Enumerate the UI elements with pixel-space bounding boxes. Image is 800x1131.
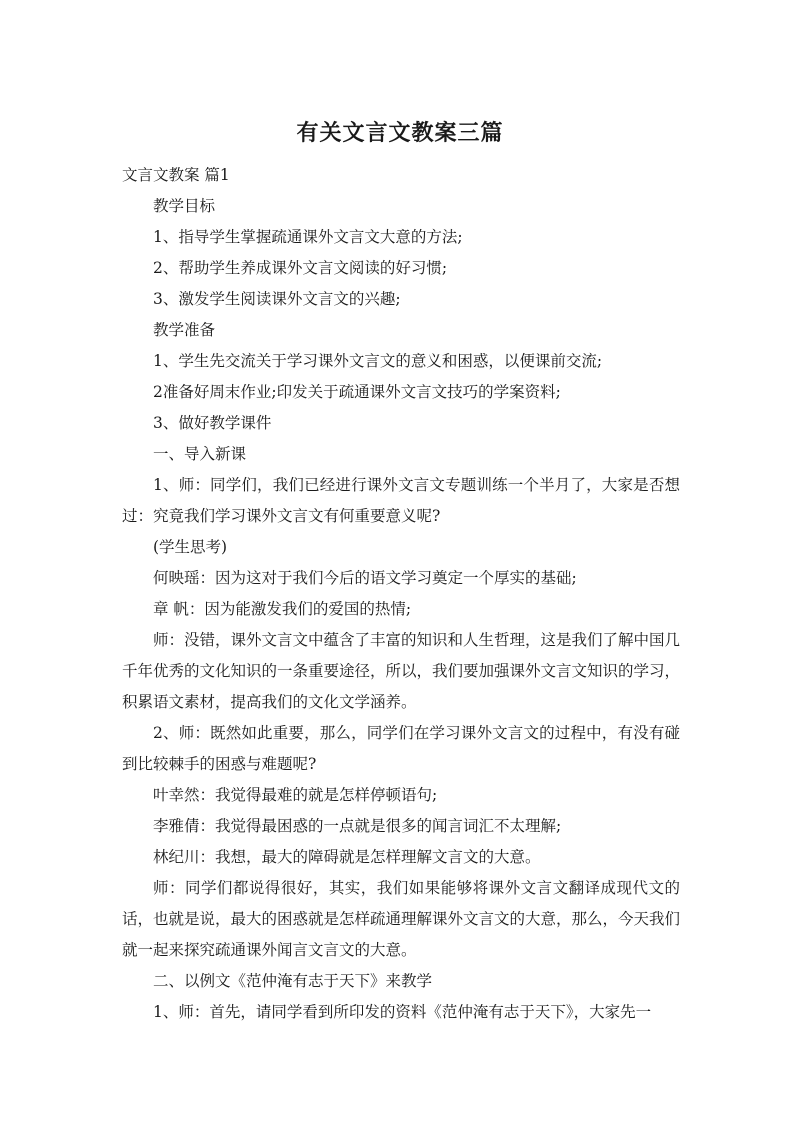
paragraph: 师：没错，课外文言文中蕴含了丰富的知识和人生哲理，这是我们了解中国几千年优秀的文化知识的一条重要途径，所以，我们要加强课外文言文知识的学习，积累语文素材，提高我们的文化文学涵养。 <box>122 631 681 711</box>
paragraph: 教学目标 <box>153 197 216 215</box>
paragraph: 一、导入新课 <box>153 445 247 463</box>
paragraph: 2、师：既然如此重要，那么，同学们在学习课外文言文的过程中，有没有碰到比较棘手的困惑与难题呢? <box>122 724 680 773</box>
document-body <box>122 160 680 1028</box>
paragraph: 教学准备 <box>153 321 216 339</box>
paragraph: 师：同学们都说得很好，其实，我们如果能够将课外文言文翻译成现代文的话，也就是说，最大的困惑就是怎样疏通理解课外文言文的大意，那么，今天我们就一起来探究疏通课外闻言文言文的大意。 <box>122 879 681 959</box>
paragraph: 3、激发学生阅读课外文言文的兴趣; <box>153 290 401 308</box>
paragraph: 1、师：首先，请同学看到所印发的资料《范仲淹有志于天下》，大家先一 <box>153 1003 652 1021</box>
section-heading: 文言文教案 篇1 <box>122 166 230 184</box>
paragraph: 林纪川：我想，最大的障碍就是怎样理解文言文的大意。 <box>153 848 541 866</box>
paragraph: 1、学生先交流关于学习课外文言文的意义和困惑，以便课前交流; <box>153 352 603 370</box>
paragraph: 1、师：同学们，我们已经进行课外文言文专题训练一个半月了，大家是否想过：究竟我们学习课外文言文有何重要意义呢? <box>122 476 680 525</box>
paragraph: (学生思考) <box>153 538 228 556</box>
paragraph: 章 帆：因为能激发我们的爱国的热情; <box>153 600 412 618</box>
paragraph: 叶幸然：我觉得最难的就是怎样停顿语句; <box>153 786 438 804</box>
paragraph: 李雅倩：我觉得最困惑的一点就是很多的闻言词汇不太理解; <box>153 817 562 835</box>
paragraph: 何映瑶：因为这对于我们今后的语文学习奠定一个厚实的基础; <box>153 569 577 587</box>
paragraph: 1、指导学生掌握疏通课外文言文大意的方法; <box>153 228 463 246</box>
paragraph: 二、以例文《范仲淹有志于天下》来教学 <box>153 972 433 990</box>
paragraph: 3、做好教学课件 <box>153 414 272 432</box>
document-title: 有关文言文教案三篇 <box>296 121 504 146</box>
paragraph: 2、帮助学生养成课外文言文阅读的好习惯; <box>153 259 448 277</box>
paragraph: 2准备好周末作业;印发关于疏通课外文言文技巧的学案资料; <box>153 383 561 401</box>
